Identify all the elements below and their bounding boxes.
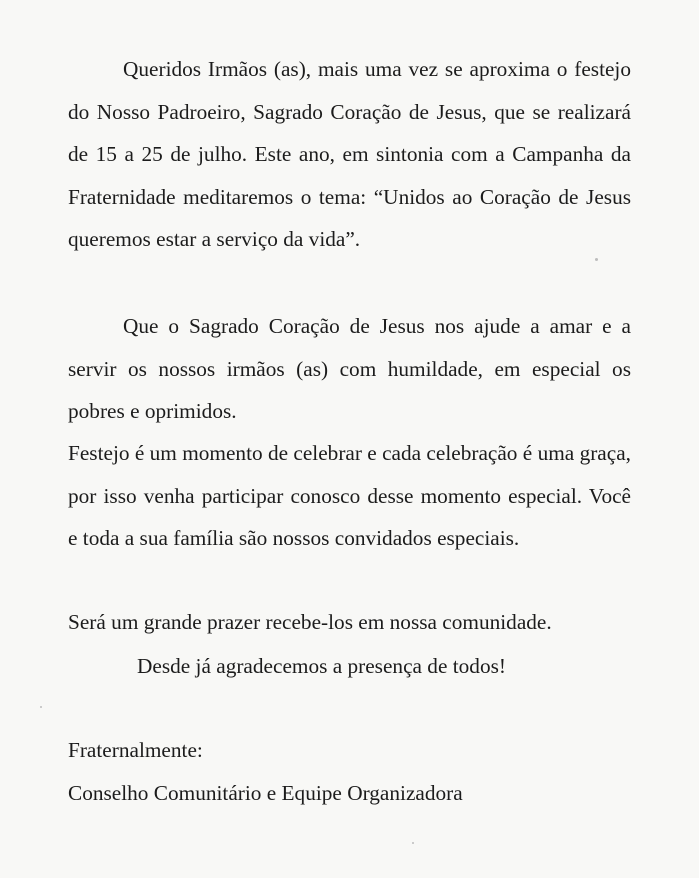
scan-speck — [595, 258, 598, 261]
signature-line: Conselho Comunitário e Equipe Organizadora — [68, 781, 463, 805]
paragraph-welcome: Será um grande prazer recebe-los em nossa comunidade. — [68, 610, 552, 634]
paragraph-celebration: Festejo é um momento de celebrar e cada celebração é uma graça, por isso venha participar conosco desse momento especial. Você e toda a sua família são nossos convidados especiais. — [68, 441, 631, 551]
scan-speck — [412, 842, 414, 844]
scan-speck — [40, 706, 42, 708]
closing-salutation: Fraternalmente: — [68, 738, 203, 762]
paragraph-invitation: Queridos Irmãos (as), mais uma vez se aproxima o festejo do Nosso Padroeiro, Sagrado Coração de Jesus, que se realizará de 15 a 25 de julho. Este ano, em sintonia com a Campanha da Fraternidade meditaremos o tema: “Unidos ao Coração de Jesus queremos estar a serviço da vida”. — [68, 57, 631, 252]
paragraph-thanks: Desde já agradecemos a presença de todos! — [137, 654, 506, 678]
paragraph-prayer: Que o Sagrado Coração de Jesus nos ajude a amar e a servir os nossos irmãos (as) com humildade, em especial os pobres e oprimidos. — [68, 314, 631, 424]
